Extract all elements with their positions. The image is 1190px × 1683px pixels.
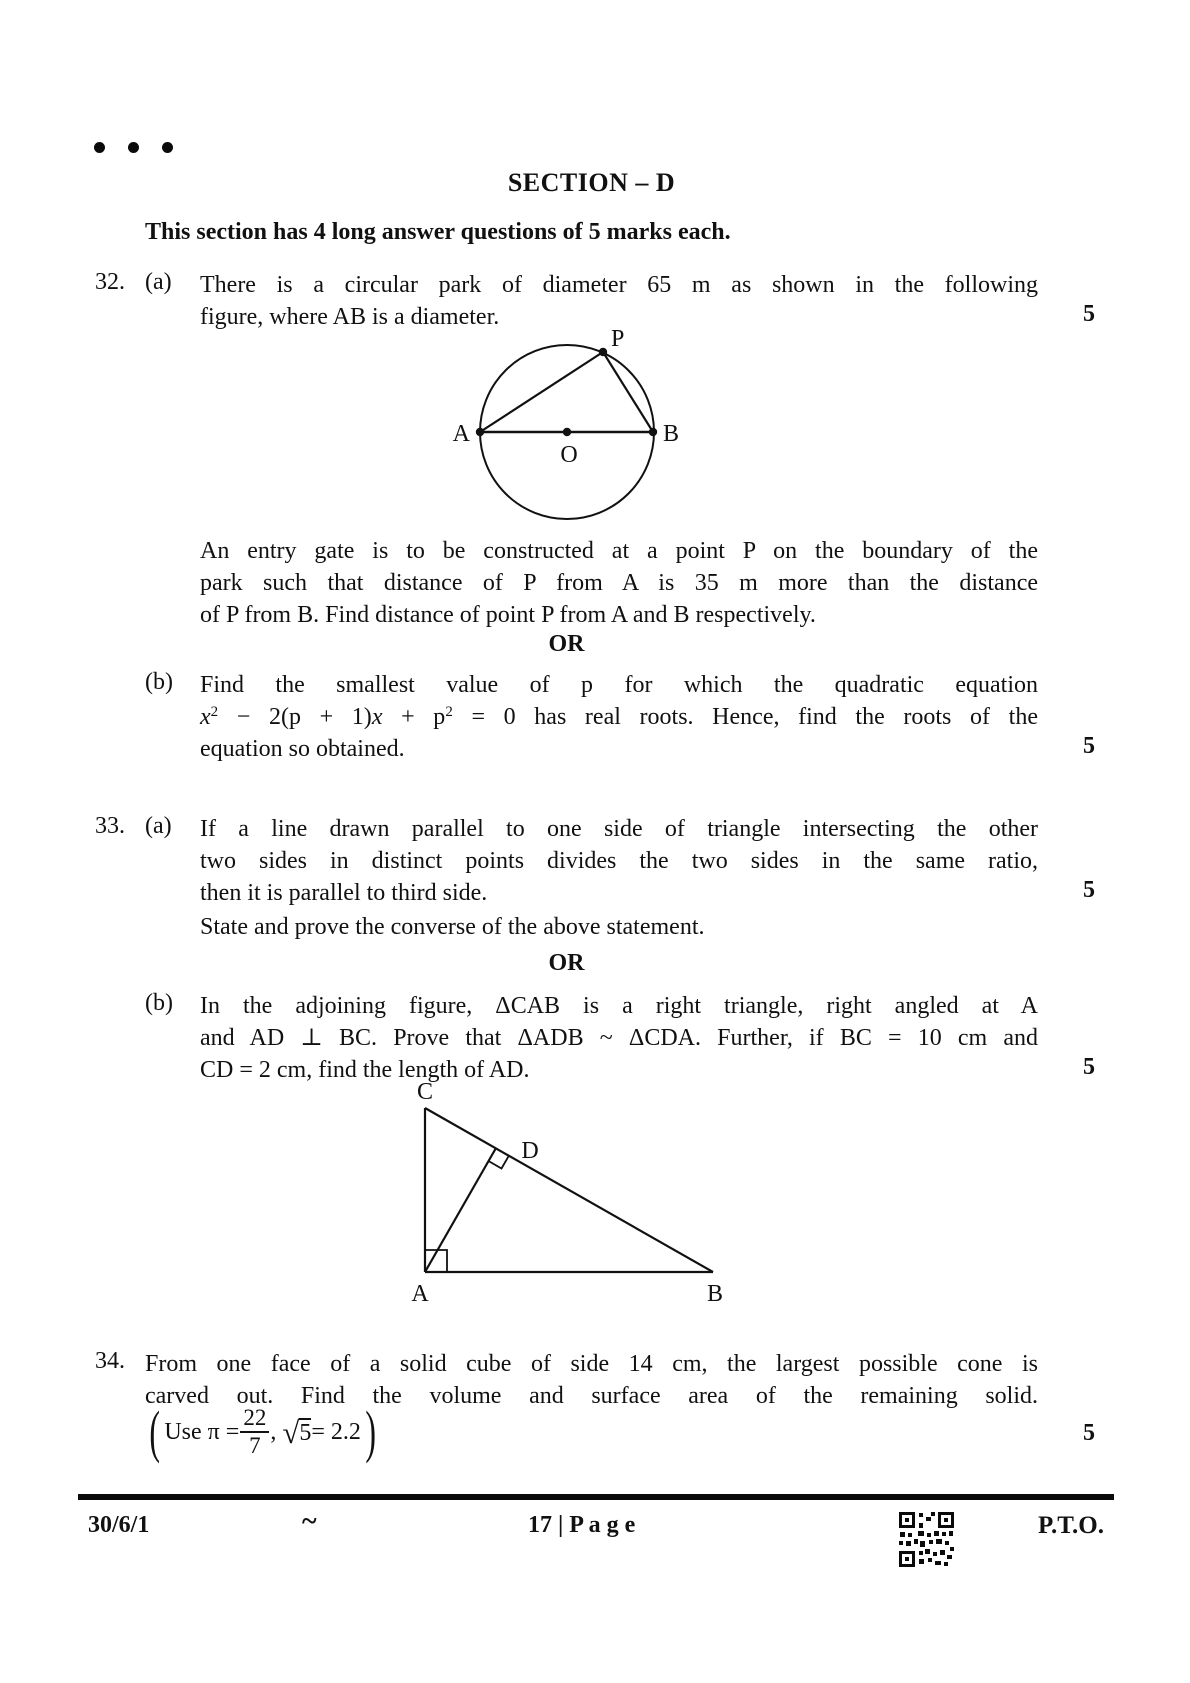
text-line: then it is parallel to third side. — [200, 880, 488, 906]
text-line: CD = 2 cm, find the length of AD. — [200, 1057, 530, 1083]
text-line: State and prove the converse of the above statement. — [200, 914, 705, 940]
math-segment: Use π = — [164, 1418, 240, 1445]
q33-number: 33. — [95, 813, 125, 839]
text-line: two sides in distinct points divides the two sides in the same ratio, — [200, 848, 1038, 874]
text-line: Find the smallest value of p for which the quadratic equation — [200, 672, 1038, 698]
q33b-label: (b) — [145, 990, 173, 1016]
q34-marks: 5 — [1083, 1420, 1095, 1446]
math-segment: − 2(p + 1) — [218, 704, 372, 730]
q34-pi-note — [145, 1399, 380, 1464]
section-title: SECTION – D — [507, 168, 676, 197]
q32a-gate-paragraph — [200, 535, 1038, 631]
circle-park-figure — [440, 320, 710, 525]
q32b-marks: 5 — [1083, 733, 1095, 759]
label-O: O — [560, 442, 578, 468]
section-subtitle: This section has 4 long answer questions of 5 marks each. — [145, 219, 731, 245]
q32-number: 32. — [95, 269, 125, 295]
chord-PB-line — [603, 352, 653, 432]
math-exponent: 2 — [445, 704, 453, 720]
footer-rule — [78, 1494, 1114, 1500]
qr-code — [898, 1511, 955, 1568]
side-CB-line — [425, 1108, 713, 1272]
q32a-marks: 5 — [1083, 301, 1095, 327]
q33a-marks: 5 — [1083, 877, 1095, 903]
label-B: B — [663, 421, 680, 447]
q33a-label: (a) — [145, 813, 172, 839]
point-O-dot — [563, 428, 571, 436]
right-triangle-figure — [330, 1078, 760, 1313]
quadratic-equation-line — [200, 701, 1038, 733]
math-x: x — [200, 704, 211, 730]
q33b-marks: 5 — [1083, 1054, 1095, 1080]
chord-AP-line — [480, 352, 603, 432]
point-B-dot — [649, 428, 657, 436]
pto-label: P.T.O. — [1038, 1512, 1104, 1539]
q32a-label: (a) — [145, 269, 172, 295]
label-C: C — [416, 1079, 434, 1105]
text-line: In the adjoining figure, ΔCAB is a right triangle, right angled at A — [200, 993, 1038, 1019]
fraction-22-7 — [240, 1405, 269, 1460]
q32-or-separator: OR — [548, 631, 585, 657]
label-D: D — [521, 1138, 539, 1164]
label-A: A — [452, 421, 470, 447]
text-line: of P from B. Find distance of point P from A and B respectively. — [200, 602, 816, 628]
q33-or-separator: OR — [548, 950, 585, 976]
text-line: park such that distance of P from A is 35 m more than the distance — [200, 570, 1038, 596]
point-P-dot — [599, 348, 607, 356]
text-line: If a line drawn parallel to one side of triangle intersecting the other — [200, 816, 1038, 842]
fraction-numerator: 22 — [240, 1405, 269, 1433]
math-segment: + p — [382, 704, 446, 730]
close-paren: ) — [365, 1399, 376, 1464]
label-B: B — [706, 1281, 724, 1307]
altitude-AD-line — [425, 1148, 496, 1272]
open-paren: ( — [149, 1399, 160, 1464]
math-x: x — [371, 704, 383, 730]
label-P: P — [611, 326, 625, 352]
text-line: equation so obtained. — [200, 736, 405, 762]
math-segment: , — [270, 1418, 277, 1445]
text-line: From one face of a solid cube of side 14 cm, the largest possible cone is — [145, 1351, 1038, 1377]
page-number: 17 | P a g e — [528, 1512, 636, 1538]
q33a-paragraph — [200, 813, 1038, 909]
q33b-paragraph — [200, 990, 1038, 1086]
text-line: carved out. Find the volume and surface area of the remaining solid. — [145, 1383, 1038, 1409]
radical-sign: √ — [282, 1414, 300, 1450]
radicand: 5 — [299, 1419, 312, 1446]
math-exponent: 2 — [210, 704, 219, 720]
math-segment: = 0 has real roots. Hence, find the roots of the — [452, 704, 1039, 730]
q33a-followup — [200, 911, 1038, 943]
paper-code: 30/6/1 — [88, 1512, 150, 1538]
q34-number: 34. — [95, 1348, 125, 1374]
footer-tilde: ~ — [302, 1506, 317, 1537]
page-marker-dots-icon — [94, 142, 173, 153]
fraction-denominator: 7 — [249, 1433, 261, 1458]
q32b-label: (b) — [145, 669, 173, 695]
math-segment: = 2.2 — [311, 1418, 361, 1445]
point-A-dot — [476, 428, 484, 436]
q32b-paragraph — [200, 669, 1038, 765]
text-line: and AD ⊥ BC. Prove that ΔADB ~ ΔCDA. Further, if BC = 10 cm and — [200, 1025, 1038, 1051]
label-A: A — [411, 1281, 429, 1307]
text-line: There is a circular park of diameter 65 m as shown in the following — [200, 272, 1038, 298]
text-line: An entry gate is to be constructed at a point P on the boundary of the — [200, 538, 1038, 564]
text-line: figure, where AB is a diameter. — [200, 304, 500, 330]
